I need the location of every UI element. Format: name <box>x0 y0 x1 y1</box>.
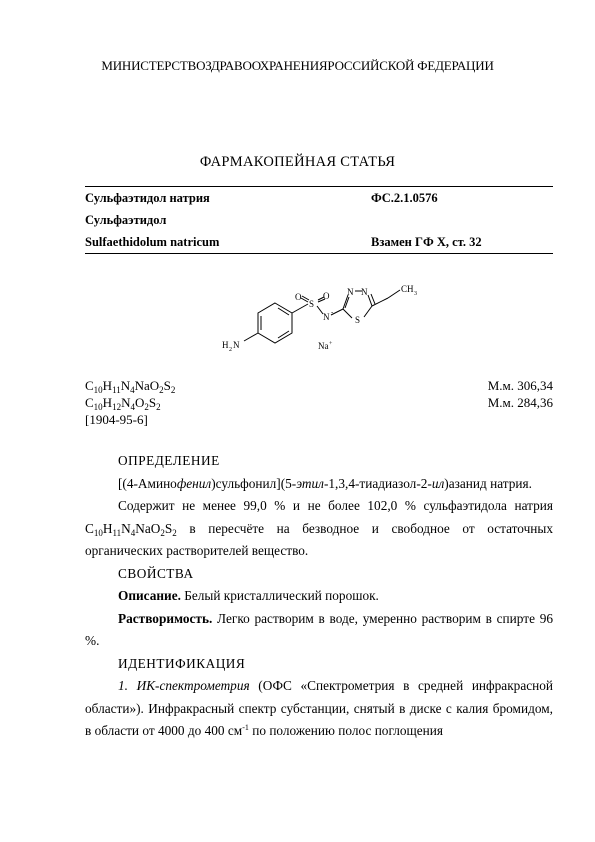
group-h2n-h: H <box>222 340 229 350</box>
substance-latin-name: Sulfaethidolum natricum <box>85 235 220 249</box>
monograph-info-table <box>85 186 553 254</box>
formula-base: $C_{10}H_{12}N_4O_2S_2$ <box>85 395 161 412</box>
replaces-note: Взамен ГФ X, ст. 32 <box>371 235 482 249</box>
document-body <box>85 450 553 743</box>
benzene-ring <box>258 303 292 343</box>
group-ch3-sub: 3 <box>414 291 417 297</box>
info-row-latin <box>85 231 553 254</box>
molar-mass-salt: М.м. 306,34 <box>487 378 553 393</box>
atom-s-ring: S <box>355 315 361 325</box>
molar-mass-base: М.м. 284,36 <box>487 395 553 410</box>
atom-n-amide: N <box>323 312 330 322</box>
definition-content: Содержит не менее 99,0 % и не более 102,0 % сульфаэтидола натрия $C_{10}H_{11}N_4NaO_2S_2$ в пересчёте на безводное и свободное от остаточных органических растворителей вещество. <box>85 498 553 558</box>
sodium-ion: Na <box>318 341 329 351</box>
monograph-code: ФС.2.1.0576 <box>371 191 438 205</box>
ministry-header: МИНИСТЕРСТВОЗДРАВООХРАНЕНИЯРОССИЙСКОЙ ФЕДЕРАЦИИ <box>101 58 494 73</box>
identification-ir: 1. ИК-спектрометрия (ОФС «Спектрометрия в средней инфракрасной области»). Инфракрасный спектр субстанции, снятый в диске с калия бромидом, в области от 4000 до 400 $см^{-1}$ по положению полос поглощения <box>85 678 554 738</box>
charge-minus: - <box>331 308 334 316</box>
substance-alt-name: Сульфаэтидол <box>85 213 167 227</box>
atom-n2: N <box>361 287 368 297</box>
info-row-alt <box>85 209 553 231</box>
atom-n1: N <box>347 287 354 297</box>
atom-s1: S <box>309 299 315 309</box>
section-identification-title: ИДЕНТИФИКАЦИЯ <box>118 655 246 671</box>
atom-o1: O <box>295 292 302 302</box>
group-h2n-n: N <box>233 340 240 350</box>
sodium-charge: + <box>329 341 333 347</box>
section-definition-title: ОПРЕДЕЛЕНИЕ <box>118 453 220 468</box>
substance-name: Сульфаэтидол натрия <box>85 191 210 205</box>
group-h2n-sub: 2 <box>229 347 232 353</box>
structural-formula <box>210 270 425 365</box>
definition-chemical-name: [(4-Аминофенил)сульфонил](5-этил-1,3,4-тиадиазол-2-ил)азанид натрия. <box>118 475 532 491</box>
cas-number: [1904-95-6] <box>85 412 148 427</box>
atom-o2: O <box>323 291 330 301</box>
property-solubility: Растворимость. Легко растворим в воде, умеренно растворим в спирте 96 %. <box>85 610 553 648</box>
property-description: Описание. Белый кристаллический порошок. <box>118 588 379 603</box>
section-properties-title: СВОЙСТВА <box>118 565 194 581</box>
formula-salt: $C_{10}H_{11}N_4NaO_2S_2$ <box>85 378 176 395</box>
info-row-name <box>85 186 553 209</box>
group-ch3: CH <box>401 284 414 294</box>
document-title: ФАРМАКОПЕЙНАЯ СТАТЬЯ <box>199 154 396 170</box>
